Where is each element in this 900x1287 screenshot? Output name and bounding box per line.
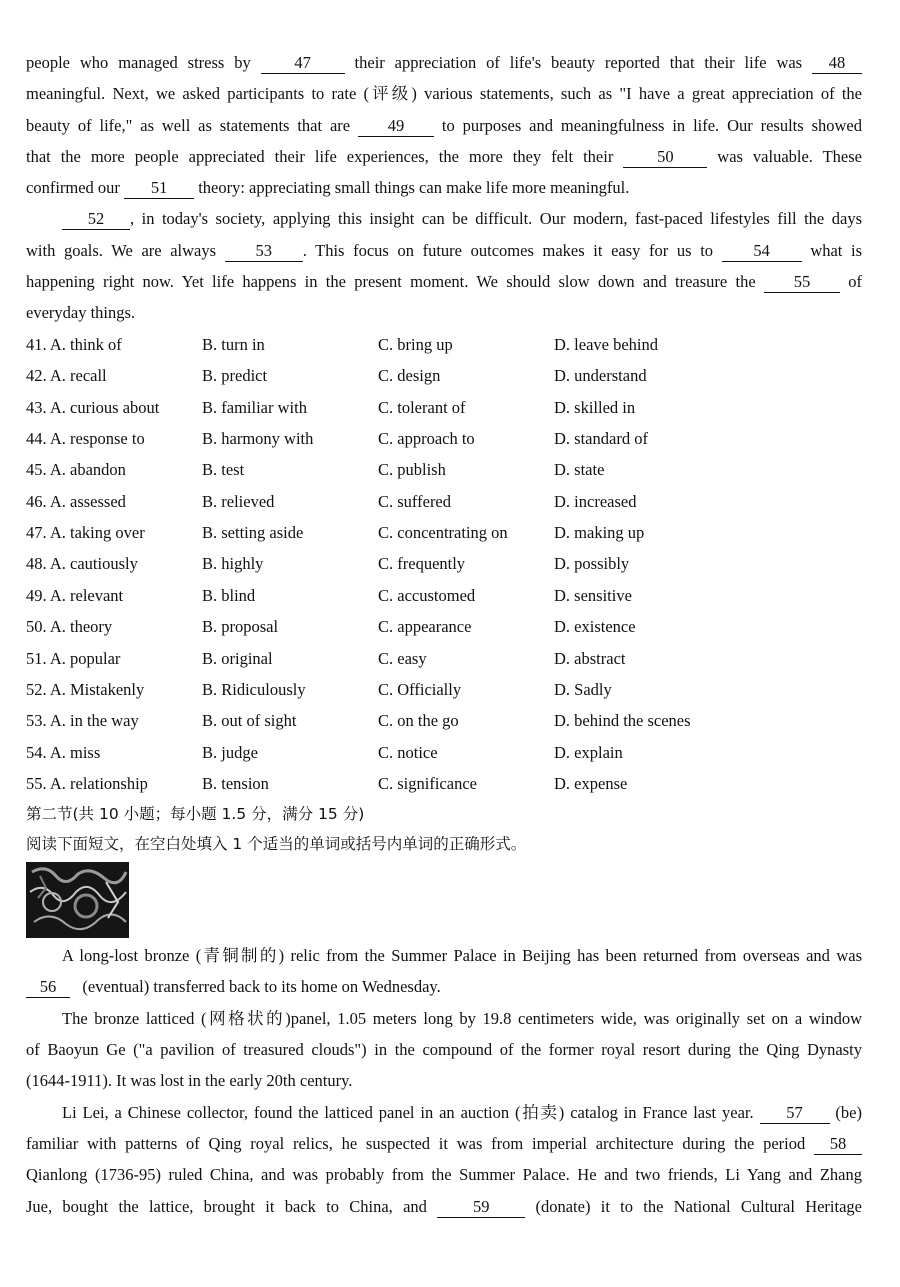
- option-d[interactable]: D. Sadly: [554, 679, 612, 699]
- option-row: [26, 427, 862, 451]
- option-row: [26, 490, 862, 514]
- passage-line: [26, 1101, 862, 1125]
- option-d[interactable]: D. increased: [554, 491, 637, 511]
- option-b[interactable]: B. proposal: [202, 617, 279, 637]
- option-d[interactable]: D. sensitive: [554, 585, 632, 605]
- passage-line: [26, 975, 862, 999]
- option-d[interactable]: D. understand: [554, 366, 647, 386]
- passage-line: [26, 1132, 862, 1156]
- option-a[interactable]: 52. A. Mistakenly: [26, 679, 145, 699]
- option-a[interactable]: 44. A. response to: [26, 429, 145, 449]
- option-a[interactable]: 55. A. relationship: [26, 773, 148, 793]
- passage-line: [26, 301, 862, 325]
- option-a[interactable]: 48. A. cautiously: [26, 554, 138, 574]
- option-row: [26, 364, 862, 388]
- option-c[interactable]: C. easy: [378, 648, 427, 668]
- option-d[interactable]: D. explain: [554, 742, 623, 762]
- option-d[interactable]: D. expense: [554, 773, 628, 793]
- text: that the more people appreciated their life experiences, the more they felt their: [26, 147, 614, 166]
- answer-blank[interactable]: 47: [261, 54, 345, 74]
- text: (eventual) transferred back to its home on Wednesday.: [82, 977, 441, 996]
- option-b[interactable]: B. tension: [202, 773, 269, 793]
- text: (be): [835, 1103, 862, 1122]
- relic-photo: [26, 862, 129, 938]
- answer-blank[interactable]: 54: [722, 242, 802, 262]
- option-d[interactable]: D. existence: [554, 617, 636, 637]
- text: . This focus on future outcomes makes it easy for us to: [302, 241, 714, 260]
- option-a[interactable]: 43. A. curious about: [26, 397, 160, 417]
- option-row: [26, 521, 862, 545]
- option-b[interactable]: B. judge: [202, 742, 258, 762]
- option-c[interactable]: C. design: [378, 366, 441, 386]
- option-row: [26, 741, 862, 765]
- answer-blank[interactable]: 51: [124, 179, 194, 199]
- option-row: [26, 333, 862, 357]
- option-d[interactable]: D. possibly: [554, 554, 630, 574]
- passage-line: [26, 145, 862, 169]
- answer-blank[interactable]: 55: [764, 273, 840, 293]
- answer-blank[interactable]: 56: [26, 978, 70, 998]
- option-a[interactable]: 50. A. theory: [26, 617, 113, 637]
- answer-blank[interactable]: 57: [760, 1104, 830, 1124]
- option-a[interactable]: 47. A. taking over: [26, 523, 145, 543]
- option-b[interactable]: B. highly: [202, 554, 264, 574]
- option-b[interactable]: B. test: [202, 460, 245, 480]
- text: meaningful. Next, we asked participants to rate (评级) various statements, such as "I have a great appreciation of the: [26, 84, 862, 103]
- option-row: [26, 709, 862, 733]
- option-row: [26, 772, 862, 796]
- option-d[interactable]: D. abstract: [554, 648, 626, 668]
- passage-line: Qianlong (1736-95) ruled China, and was probably from the Summer Palace. He and two friends, Li Yang and Zhang: [26, 1165, 862, 1184]
- text: Jue, bought the lattice, brought it back to China, and: [26, 1197, 427, 1216]
- text: to purposes and meaningfulness in life. Our results showed: [441, 116, 862, 135]
- option-c[interactable]: C. significance: [378, 773, 477, 793]
- section-instruction: 阅读下面短文，在空白处填入 1 个适当的单词或括号内单词的正确形式。: [26, 835, 527, 853]
- option-a[interactable]: 54. A. miss: [26, 742, 101, 762]
- option-b[interactable]: B. predict: [202, 366, 268, 386]
- text: theory: appreciating small things can make life more meaningful.: [198, 178, 630, 197]
- text: , in today's society, applying this insight can be difficult. Our modern, fast-paced lifestyles fill the days: [130, 209, 862, 228]
- option-c[interactable]: C. suffered: [378, 491, 452, 511]
- option-d[interactable]: D. state: [554, 460, 605, 480]
- option-row: [26, 678, 862, 702]
- text: Li Lei, a Chinese collector, found the latticed panel in an auction (拍卖) catalog in France last year.: [62, 1103, 754, 1122]
- option-row: [26, 584, 862, 608]
- answer-blank[interactable]: 52: [62, 210, 130, 230]
- option-c[interactable]: C. tolerant of: [378, 397, 466, 417]
- answer-blank[interactable]: 58: [814, 1135, 862, 1155]
- text: was valuable. These: [717, 147, 862, 166]
- text: confirmed our: [26, 178, 120, 197]
- option-c[interactable]: C. frequently: [378, 554, 466, 574]
- option-b[interactable]: B. relieved: [202, 491, 275, 511]
- option-d[interactable]: D. standard of: [554, 429, 648, 449]
- option-c[interactable]: C. approach to: [378, 429, 475, 449]
- option-c[interactable]: C. bring up: [378, 335, 453, 354]
- text: what is: [810, 241, 863, 260]
- option-a[interactable]: 49. A. relevant: [26, 585, 124, 605]
- option-c[interactable]: C. accustomed: [378, 585, 476, 605]
- option-d[interactable]: D. leave behind: [554, 335, 659, 354]
- text: their appreciation of life's beauty reported that their life was: [354, 53, 803, 72]
- option-a[interactable]: 42. A. recall: [26, 366, 107, 386]
- passage-line: [26, 51, 862, 75]
- option-row: [26, 396, 862, 420]
- text: people who managed stress by: [26, 53, 251, 72]
- passage-line: A long-lost bronze (青铜制的) relic from the Summer Palace in Beijing has been returned from overseas and was: [62, 946, 862, 965]
- option-b[interactable]: B. harmony with: [202, 429, 314, 449]
- option-b[interactable]: B. blind: [202, 585, 256, 605]
- option-b[interactable]: B. familiar with: [202, 397, 307, 417]
- passage-line: [26, 207, 862, 231]
- option-b[interactable]: B. turn in: [202, 335, 265, 354]
- text: with goals. We are always: [26, 241, 217, 260]
- text: everyday things.: [26, 303, 136, 322]
- option-d[interactable]: D. behind the scenes: [554, 711, 691, 731]
- text: beauty of life," as well as statements that are: [26, 116, 351, 135]
- passage-line: [26, 176, 862, 200]
- answer-blank[interactable]: 53: [225, 242, 303, 262]
- passage-line: [26, 239, 862, 263]
- text: of: [848, 272, 863, 291]
- option-d[interactable]: D. skilled in: [554, 397, 636, 417]
- option-b[interactable]: B. original: [202, 648, 273, 668]
- option-b[interactable]: B. setting aside: [202, 523, 304, 543]
- option-a[interactable]: 46. A. assessed: [26, 491, 126, 511]
- option-c[interactable]: C. on the go: [378, 711, 459, 731]
- option-a[interactable]: 53. A. in the way: [26, 711, 139, 731]
- passage-line: [26, 1195, 862, 1219]
- option-row: [26, 615, 862, 639]
- passage-line: [26, 114, 862, 138]
- answer-blank[interactable]: 48: [812, 54, 862, 74]
- passage-line: (1644-1911). It was lost in the early 20th century.: [26, 1071, 353, 1090]
- passage-line: The bronze latticed (网格状的)panel, 1.05 meters long by 19.8 centimeters wide, was originally set on a window: [62, 1009, 862, 1028]
- option-c[interactable]: C. publish: [378, 460, 446, 480]
- answer-blank[interactable]: 49: [358, 117, 434, 137]
- option-c[interactable]: C. appearance: [378, 617, 472, 637]
- option-row: [26, 647, 862, 671]
- option-a[interactable]: 41. A. think of: [26, 335, 122, 354]
- option-a[interactable]: 51. A. popular: [26, 648, 121, 668]
- option-c[interactable]: C. concentrating on: [378, 523, 508, 543]
- text: happening right now. Yet life happens in the present moment. We should slow down and treasure the: [26, 272, 756, 291]
- option-c[interactable]: C. notice: [378, 742, 438, 762]
- option-c[interactable]: C. Officially: [378, 679, 462, 699]
- answer-blank[interactable]: 59: [437, 1198, 525, 1218]
- text: (donate) it to the National Cultural Heritage: [535, 1197, 862, 1216]
- passage-line: [26, 270, 862, 294]
- option-a[interactable]: 45. A. abandon: [26, 460, 126, 480]
- passage-line: [26, 82, 862, 106]
- option-row: [26, 458, 862, 482]
- option-d[interactable]: D. making up: [554, 523, 645, 543]
- answer-blank[interactable]: 50: [623, 148, 707, 168]
- text: familiar with patterns of Qing royal relics, he suspected it was from imperial architecture during the period: [26, 1134, 806, 1153]
- passage-line: of Baoyun Ge ("a pavilion of treasured clouds") in the compound of the former royal resort during the Qing Dynasty: [26, 1040, 862, 1059]
- option-b[interactable]: B. out of sight: [202, 711, 297, 731]
- section-heading: 第二节(共 10 小题；每小题 1.5 分，满分 15 分): [26, 805, 365, 823]
- option-b[interactable]: B. Ridiculously: [202, 679, 306, 699]
- option-row: [26, 552, 862, 576]
